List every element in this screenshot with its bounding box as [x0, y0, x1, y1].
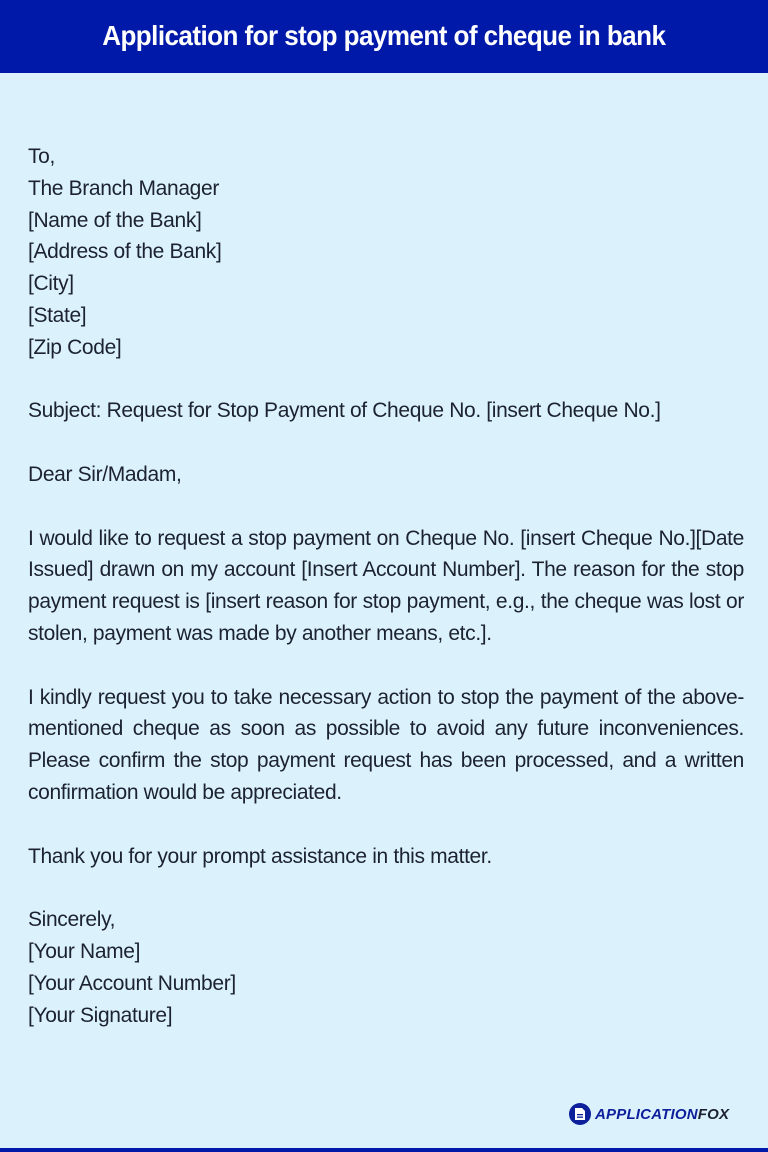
- salutation: Dear Sir/Madam,: [28, 462, 182, 486]
- page-title: Application for stop payment of cheque in bank: [102, 19, 666, 51]
- subject-line: Subject: Request for Stop Payment of Cheque No. [insert Cheque No.]: [28, 399, 661, 423]
- brand-name: APPLICATIONFOX: [595, 1105, 730, 1123]
- address-line: [City]: [28, 272, 74, 296]
- body-paragraph-action: I kindly request you to take necessary action to stop the payment of the above-mentioned cheque as soon as possible to avoid any future inconveniences. Please confirm the stop payment request has been processed, and a written confirmation would be appreciated.: [28, 685, 744, 804]
- address-line: [State]: [28, 303, 87, 327]
- document-icon: [569, 1103, 591, 1125]
- recipient-address: [28, 141, 744, 364]
- page-header: [0, 0, 768, 73]
- body-paragraph-request: I would like to request a stop payment on Cheque No. [insert Cheque No.][Date Issued] drawn on my account [Insert Account Number]. The reason for the stop payment request is [insert reason for stop payment, e.g., the cheque was lost or stolen, payment was made by another means, etc.].: [28, 526, 744, 645]
- closing-line: Sincerely,: [28, 908, 116, 932]
- address-line: [Name of the Bank]: [28, 208, 202, 232]
- closing-line: [Your Account Number]: [28, 971, 236, 995]
- letter-body: [28, 141, 744, 1031]
- address-line: The Branch Manager: [28, 176, 219, 200]
- applicationfox-logo: [569, 1102, 729, 1126]
- body-paragraph-thanks: Thank you for your prompt assistance in this matter.: [28, 844, 492, 868]
- closing-line: [Your Name]: [28, 939, 141, 963]
- address-line: [Address of the Bank]: [28, 240, 222, 264]
- address-line: [Zip Code]: [28, 335, 122, 359]
- address-line: To,: [28, 145, 55, 168]
- closing-line: [Your Signature]: [28, 1003, 173, 1027]
- closing-block: [28, 904, 744, 1031]
- footer-bar: [0, 1148, 768, 1152]
